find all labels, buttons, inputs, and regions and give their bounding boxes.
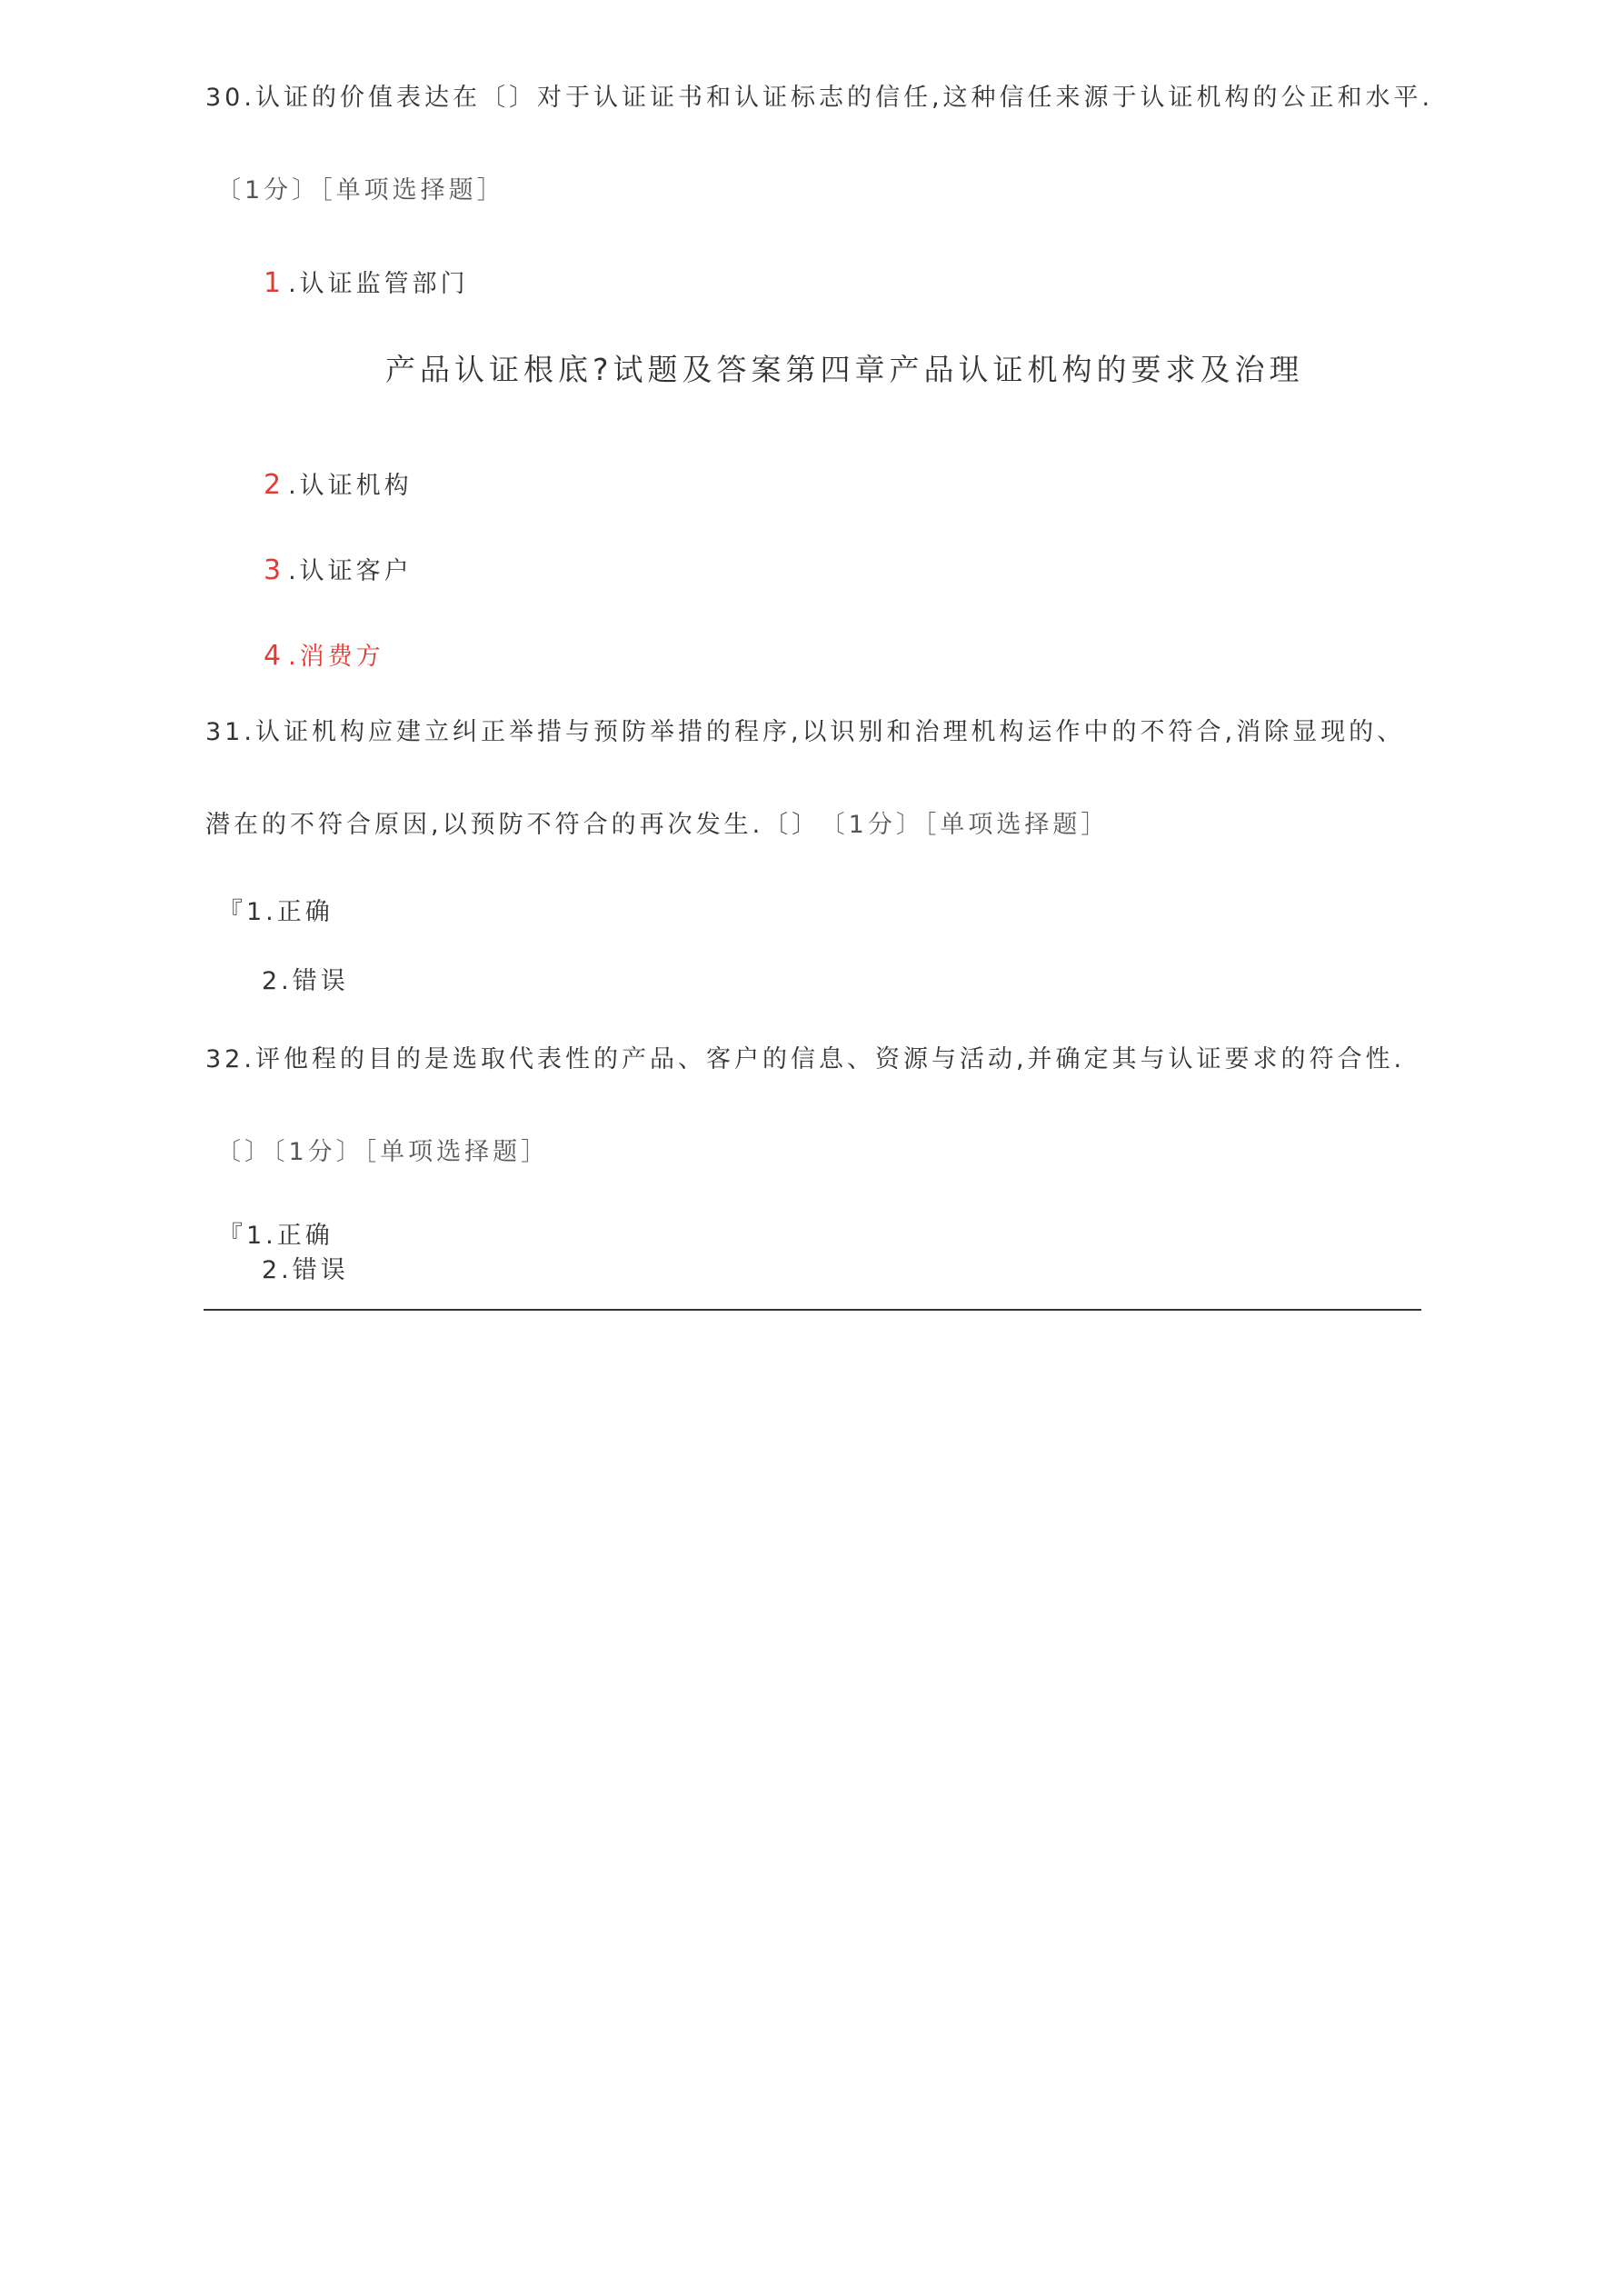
question-31-text-line2-body: 潜在的不符合原因,以预防不符合的再次发生.〔〕 [205,811,821,839]
question-31-option-1: 『1.正确 [218,898,334,926]
option-number: 3 [264,554,285,586]
option-text: .认证监管部门 [288,270,469,298]
option-number: 4 [264,640,285,672]
option-text: .认证客户 [288,557,413,585]
question-30-option-4 [264,638,384,675]
question-30-option-3 [264,553,413,590]
question-31-text-line1: 31.认证机构应建立纠正举措与预防举措的程序,以识别和治理机构运作中的不符合,消除显现的、 [205,718,1406,746]
question-32-text: 32.评他程的目的是选取代表性的产品、客户的信息、资源与活动,并确定其与认证要求的符合性. [205,1045,1406,1073]
option-number: 1 [264,267,285,299]
question-31-meta: 〔1分〕［单项选择题］ [832,811,1110,839]
question-32-option-1: 『1.正确 [218,1222,334,1250]
page-title: 产品认证根底?试题及答案第四章产品认证机构的要求及治理 [385,352,1304,387]
option-number: 2 [264,469,285,501]
question-31-text-line2 [205,807,1109,844]
option-text: .认证机构 [288,472,413,500]
question-30-meta: 〔1分〕［单项选择题］ [216,176,505,205]
divider-line [204,1309,1421,1311]
question-32-option-2: 2.错误 [262,1256,349,1284]
question-30-option-1 [264,265,469,303]
question-32-meta: 〔〕〔1分〕［单项选择题］ [216,1138,550,1166]
question-30-option-2 [264,467,413,504]
question-31-option-2: 2.错误 [262,967,349,995]
question-30-text: 30.认证的价值表达在〔〕对于认证证书和认证标志的信任,这种信任来源于认证机构的公正和水平. [205,84,1434,112]
option-text: .消费方 [288,643,384,671]
